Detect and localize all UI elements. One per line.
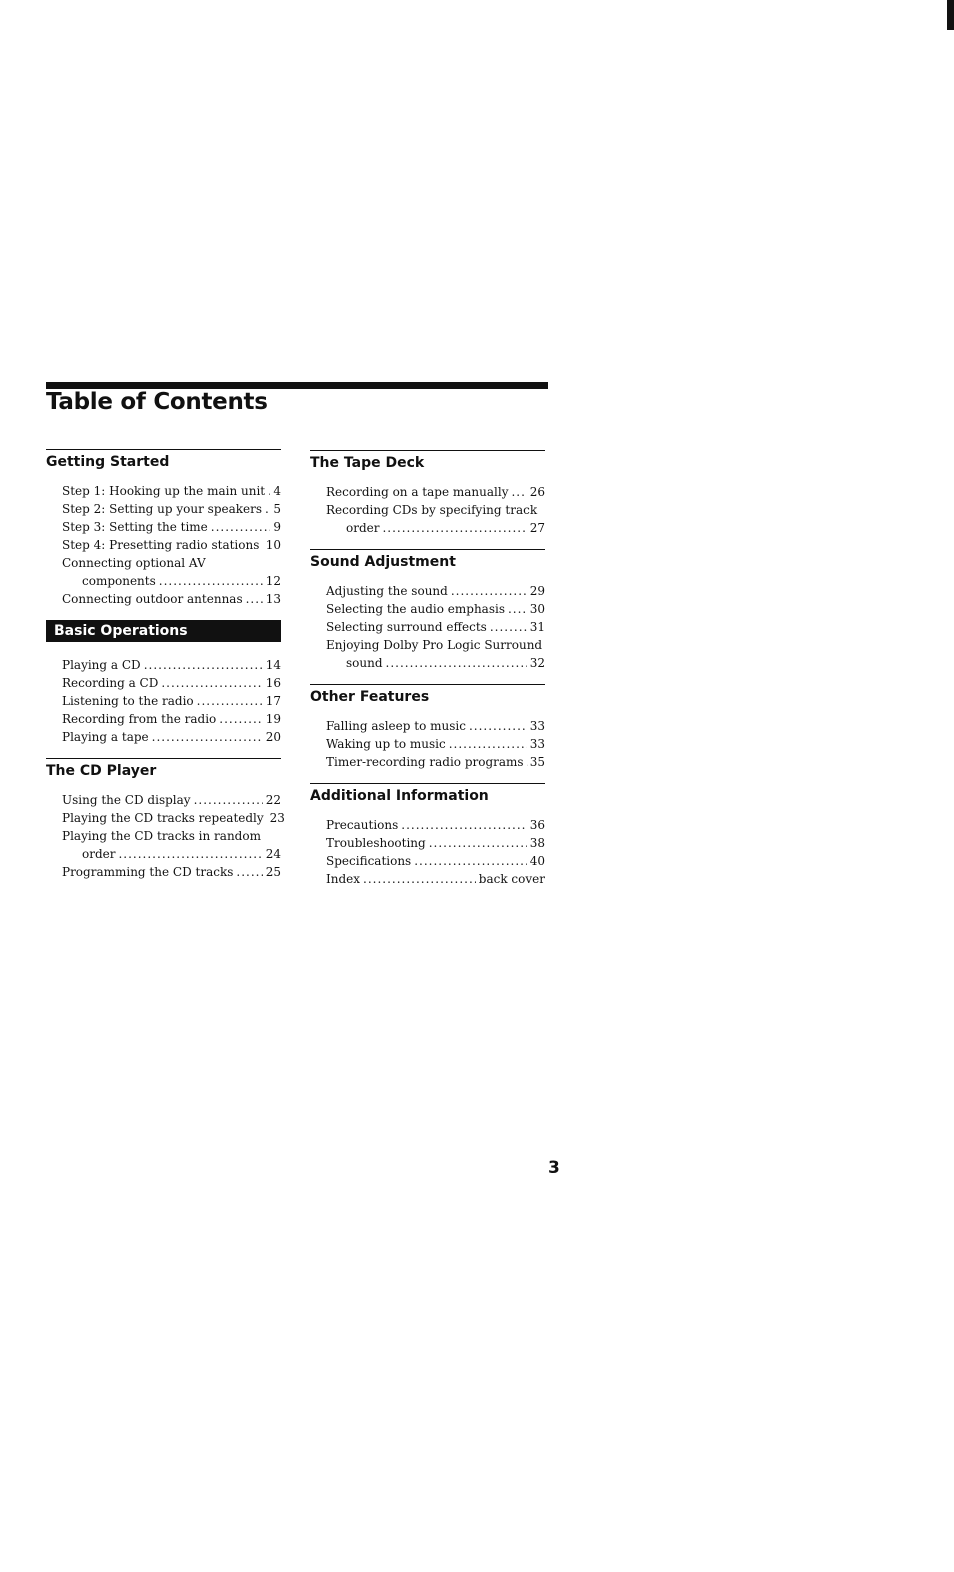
toc-entry[interactable] <box>326 870 545 888</box>
toc-entry-list <box>310 717 545 771</box>
dot-leader <box>161 674 262 692</box>
dot-leader <box>144 656 263 674</box>
toc-entry-title: Waking up to music <box>326 737 446 751</box>
toc-entry-page-number: 24 <box>265 847 281 861</box>
toc-entry[interactable] <box>62 692 281 710</box>
toc-entry[interactable] <box>62 791 281 809</box>
toc-entry-page-number: 10 <box>265 538 281 552</box>
toc-entry-list <box>46 482 281 608</box>
toc-entry-title: Connecting optional AV <box>62 556 206 570</box>
toc-entry-title: Step 3: Setting the time <box>62 520 208 534</box>
toc-section-other-features <box>310 684 545 771</box>
toc-right-column <box>310 450 545 888</box>
toc-entry[interactable] <box>326 519 545 537</box>
toc-entry-list <box>310 582 545 672</box>
toc-entry-list <box>46 656 281 746</box>
toc-entry-page-number: 14 <box>265 658 281 672</box>
toc-entry-page-number: 25 <box>265 865 281 879</box>
toc-entry-page-number: 29 <box>529 584 545 598</box>
dot-leader <box>118 845 262 863</box>
toc-entry[interactable] <box>326 618 545 636</box>
toc-entry-title: Playing the CD tracks in random <box>62 829 261 843</box>
section-heading: Sound Adjustment <box>310 554 456 570</box>
dot-leader <box>386 654 527 672</box>
toc-entry-page-number: 31 <box>529 620 545 634</box>
toc-section-sound-adjustment <box>310 549 545 672</box>
section-heading: Additional Information <box>310 788 489 804</box>
section-heading: Other Features <box>310 689 430 705</box>
toc-entry-title: Falling asleep to music <box>326 719 466 733</box>
toc-entry[interactable] <box>62 500 281 518</box>
toc-entry[interactable] <box>326 753 545 771</box>
toc-entry[interactable] <box>326 582 545 600</box>
dot-leader <box>219 710 262 728</box>
dot-leader <box>265 500 270 518</box>
toc-entry-title: Playing a CD <box>62 658 141 672</box>
toc-entry-title: Precautions <box>326 818 399 832</box>
toc-entry-title: Recording CDs by specifying track <box>326 503 538 517</box>
toc-entry[interactable] <box>62 710 281 728</box>
toc-entry-page-number: 17 <box>265 694 281 708</box>
toc-entry[interactable] <box>326 834 545 852</box>
toc-entry-list <box>310 483 545 537</box>
dot-leader <box>511 483 526 501</box>
toc-entry-title: Step 2: Setting up your speakers <box>62 502 263 516</box>
toc-entry-title: Enjoying Dolby Pro Logic Surround <box>326 638 543 652</box>
dot-leader <box>194 791 263 809</box>
section-heading: Basic Operations <box>46 620 281 642</box>
toc-entry-title: Playing a tape <box>62 730 149 744</box>
toc-left-column <box>46 449 285 881</box>
dot-leader <box>363 870 476 888</box>
toc-entry[interactable] <box>326 717 545 735</box>
toc-entry[interactable] <box>62 656 281 674</box>
toc-entry-title: order <box>346 521 380 535</box>
dot-leader <box>268 482 270 500</box>
toc-entry[interactable] <box>62 863 281 881</box>
toc-entry-title: Listening to the radio <box>62 694 194 708</box>
toc-entry-page-number: 12 <box>265 574 281 588</box>
section-heading: The Tape Deck <box>310 455 425 471</box>
toc-section-additional-information <box>310 783 545 888</box>
section-heading: The CD Player <box>46 763 157 779</box>
dot-leader <box>469 717 527 735</box>
page-title: Table of Contents <box>46 389 268 415</box>
toc-entry-title: Connecting outdoor antennas <box>62 592 243 606</box>
toc-entry-title: components <box>82 574 156 588</box>
toc-entry-title: Specifications <box>326 854 412 868</box>
dot-leader <box>401 816 526 834</box>
toc-entry-list <box>46 791 285 881</box>
dot-leader <box>152 728 263 746</box>
toc-entry[interactable] <box>326 735 545 753</box>
toc-entry-page-number: 40 <box>529 854 545 868</box>
toc-entry-page-number: 22 <box>265 793 281 807</box>
toc-entry[interactable] <box>326 654 545 672</box>
toc-section-basic-operations <box>46 620 281 746</box>
dot-leader <box>197 692 263 710</box>
toc-entry-title: Programming the CD tracks <box>62 865 234 879</box>
toc-entry-title: Adjusting the sound <box>326 584 448 598</box>
toc-entry-page-number: 36 <box>529 818 545 832</box>
toc-entry-title: Step 4: Presetting radio stations <box>62 538 260 552</box>
toc-entry-title: Index <box>326 872 361 886</box>
toc-entry[interactable] <box>62 809 285 827</box>
edge-crop-mark <box>947 0 954 30</box>
toc-entry-title: Recording from the radio <box>62 712 217 726</box>
dot-leader <box>382 519 526 537</box>
toc-entry-title: Selecting surround effects <box>326 620 487 634</box>
toc-entry-page-number: 13 <box>265 592 281 606</box>
toc-entry-page-number: 38 <box>529 836 545 850</box>
title-bar-rule <box>46 382 548 389</box>
toc-entry[interactable] <box>62 674 281 692</box>
toc-entry-page-number: 33 <box>529 737 545 751</box>
toc-section-getting-started <box>46 449 281 608</box>
toc-entry[interactable] <box>62 590 281 608</box>
dot-leader <box>429 834 527 852</box>
toc-entry-title: Selecting the audio emphasis <box>326 602 505 616</box>
toc-entry[interactable] <box>62 827 281 845</box>
toc-entry-page-number: 30 <box>529 602 545 616</box>
toc-entry[interactable] <box>326 816 545 834</box>
dot-leader <box>414 852 527 870</box>
toc-entry[interactable] <box>326 600 545 618</box>
toc-entry-page-number: 23 <box>269 811 285 825</box>
toc-entry-page-number: 32 <box>529 656 545 670</box>
page-number: 3 <box>548 1158 560 1178</box>
toc-entry[interactable] <box>62 482 281 500</box>
toc-entry-page-number: 26 <box>529 485 545 499</box>
toc-entry-page-number: 27 <box>529 521 545 535</box>
toc-entry[interactable] <box>62 728 281 746</box>
toc-entry-title: Using the CD display <box>62 793 191 807</box>
section-heading: Getting Started <box>46 454 170 470</box>
toc-entry[interactable] <box>62 536 281 554</box>
toc-entry-list <box>310 816 545 888</box>
toc-entry[interactable] <box>62 518 281 536</box>
dot-leader <box>508 600 527 618</box>
dot-leader <box>236 863 262 881</box>
toc-entry[interactable] <box>326 501 545 519</box>
toc-entry-title: sound <box>346 656 383 670</box>
toc-entry[interactable] <box>326 483 545 501</box>
toc-entry-page-number: 9 <box>273 520 281 534</box>
toc-entry-title: Recording a CD <box>62 676 159 690</box>
toc-entry[interactable] <box>62 554 281 572</box>
toc-entry-title: Playing the CD tracks repeatedly <box>62 811 264 825</box>
toc-entry-page-number: 33 <box>529 719 545 733</box>
toc-section-the-tape-deck <box>310 450 545 537</box>
toc-entry[interactable] <box>62 845 281 863</box>
toc-entry-title: Troubleshooting <box>326 836 426 850</box>
toc-section-the-cd-player <box>46 758 285 881</box>
toc-entry-page-number: 20 <box>265 730 281 744</box>
toc-entry-title: Recording on a tape manually <box>326 485 509 499</box>
toc-entry[interactable] <box>326 852 545 870</box>
dot-leader <box>159 572 263 590</box>
toc-entry-page-number: back cover <box>478 872 545 886</box>
toc-entry[interactable] <box>326 636 545 654</box>
toc-entry-page-number: 4 <box>273 484 281 498</box>
toc-entry-title: order <box>82 847 116 861</box>
toc-entry-title: Timer-recording radio programs <box>326 755 524 769</box>
toc-entry-page-number: 16 <box>265 676 281 690</box>
dot-leader <box>246 590 263 608</box>
toc-entry-title: Step 1: Hooking up the main unit <box>62 484 266 498</box>
toc-entry-page-number: 5 <box>273 502 281 516</box>
toc-entry[interactable] <box>62 572 281 590</box>
dot-leader <box>451 582 527 600</box>
toc-entry-page-number: 19 <box>265 712 281 726</box>
dot-leader <box>490 618 527 636</box>
dot-leader <box>449 735 527 753</box>
dot-leader <box>211 518 271 536</box>
toc-entry-page-number: 35 <box>529 755 545 769</box>
